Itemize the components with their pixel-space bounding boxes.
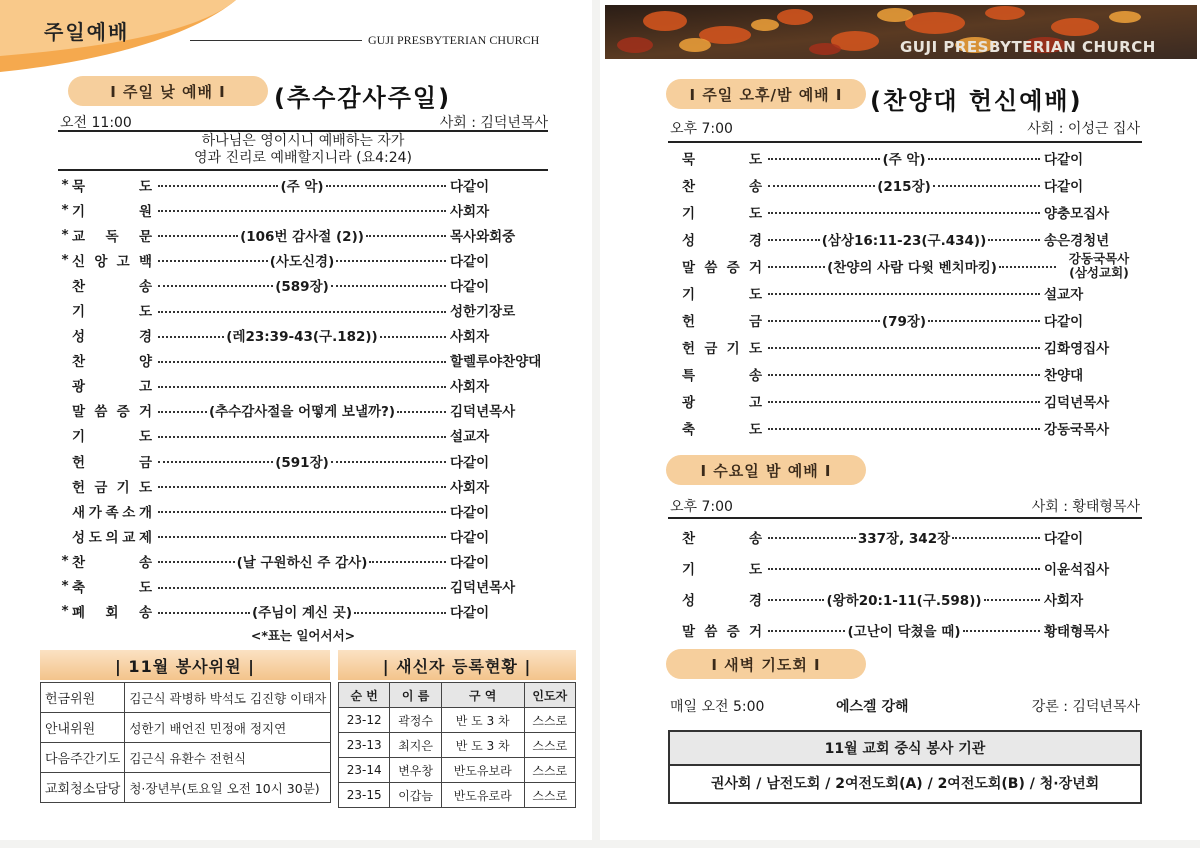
dots (768, 239, 820, 241)
item-name: 성 경 (682, 592, 762, 609)
item-name: 축 도 (72, 580, 152, 597)
item-detail: (79장) (881, 313, 927, 330)
item-person: 이윤석집사 (1044, 561, 1110, 578)
item-name: 광 고 (72, 379, 152, 396)
morning-time: 오전 11:00 (60, 115, 132, 131)
morning-order-item (58, 348, 548, 373)
wednesday-order-item (668, 552, 1142, 583)
registration-header-cell: 순 번 (339, 683, 390, 708)
dots (768, 537, 856, 539)
dots (326, 185, 446, 187)
evening-meta (670, 118, 1140, 138)
dots (158, 612, 250, 614)
right-page (600, 0, 1200, 840)
dots (768, 158, 880, 160)
evening-order-item (668, 279, 1142, 306)
evening-rule (668, 141, 1142, 143)
dots (158, 411, 207, 413)
dots (768, 212, 1040, 214)
evening-order-item (668, 144, 1142, 171)
item-name: 새 가 족 소 개 (72, 504, 152, 521)
registration-cell: 이갑늠 (390, 783, 441, 808)
item-person: 사회자 (450, 203, 490, 220)
morning-order-item (58, 574, 548, 599)
item-name: 헌 금 기 도 (72, 479, 152, 496)
morning-order-item (58, 548, 548, 573)
leader (768, 371, 1040, 376)
committee-names: 김근식 유환수 전헌식 (125, 743, 331, 773)
committee-row (41, 743, 331, 773)
dots (768, 428, 1040, 430)
stand-mark: * (61, 226, 69, 243)
registration-cell: 곽정수 (390, 708, 441, 733)
registration-row (339, 708, 576, 733)
wednesday-order-item (668, 521, 1142, 552)
item-person: 다같이 (1044, 151, 1084, 168)
item-person (1056, 252, 1142, 280)
wednesday-order-list (668, 521, 1142, 645)
item-name: 찬 송 (682, 530, 762, 547)
wednesday-service-pill: I 수요일 밤 예배 I (666, 455, 866, 485)
item-name: 말 씀 증 거 (72, 404, 152, 421)
item-detail: (삼상16:11-23(구.434)) (821, 232, 987, 249)
item-person: 김덕년목사 (450, 404, 516, 421)
morning-order-item (58, 523, 548, 548)
item-person: 다같이 (450, 178, 490, 195)
item-name: 묵 도 (72, 178, 152, 195)
item-name: 말 씀 증 거 (682, 259, 762, 276)
verse-line-2: 영과 진리로 예배할지니라 (요4:24) (193, 150, 412, 166)
item-name: 신 앙 고 백 (72, 253, 152, 270)
registration-cell: 반 도 3 차 (441, 708, 524, 733)
leader (158, 433, 446, 438)
dots (336, 260, 446, 262)
leader (768, 229, 1040, 249)
dots (158, 486, 446, 488)
evening-order-item (668, 252, 1142, 279)
item-name: 성 경 (72, 329, 152, 346)
registration-row (339, 733, 576, 758)
item-name: 찬 송 (72, 554, 152, 571)
item-person: 다같이 (450, 253, 490, 270)
morning-rule-2 (58, 169, 548, 171)
item-name: 성 경 (682, 232, 762, 249)
item-name: 묵 도 (682, 151, 762, 168)
item-name: 찬 양 (72, 354, 152, 371)
leader (158, 358, 446, 363)
item-detail: (고난이 닥쳤을 때) (847, 623, 961, 640)
leader (158, 225, 446, 245)
dots (768, 266, 825, 268)
morning-order-item (58, 373, 548, 398)
registration-cell: 반도유보라 (441, 758, 524, 783)
item-person: 다같이 (1044, 530, 1084, 547)
evening-service-title: (찬양대 헌신예배) (870, 87, 1083, 115)
morning-order-item (58, 323, 548, 348)
dots (158, 361, 446, 363)
registration-cell: 스스로 (524, 783, 575, 808)
evening-time: 오후 7:00 (670, 121, 733, 137)
church-name: GUJI PRESBYTERIAN CHURCH (368, 33, 540, 47)
registration-row (339, 758, 576, 783)
dots (158, 311, 446, 313)
stand-mark: * (61, 552, 69, 569)
committee-row (41, 773, 331, 803)
morning-service-pill: I 주일 낮 예배 I (68, 76, 268, 106)
item-person: 다같이 (450, 504, 490, 521)
registration-header-row (339, 683, 576, 708)
morning-meta (60, 112, 548, 132)
item-detail: 337장, 342장 (857, 530, 951, 547)
item-detail: (추수감사절을 어떻게 보낼까?) (208, 404, 396, 421)
stand-mark: * (61, 201, 69, 218)
leader (768, 620, 1040, 640)
dots (933, 185, 1040, 187)
dots (158, 185, 278, 187)
dots (768, 374, 1040, 376)
evening-host: 사회 : 이성근 집사 (1027, 121, 1140, 137)
dawn-time: 매일 오전 5:00 (670, 699, 765, 715)
item-person: 사회자 (450, 379, 490, 396)
dots (158, 511, 446, 513)
item-detail: (찬양의 사람 다윗 벤치마킹) (827, 259, 997, 276)
item-person: 다같이 (450, 605, 490, 622)
committee-row (41, 713, 331, 743)
leader (158, 207, 446, 212)
item-person: 사회자 (450, 329, 490, 346)
item-name: 헌 금 (682, 313, 762, 330)
item-person: 다같이 (450, 454, 490, 471)
leader (158, 451, 446, 471)
dots (369, 561, 446, 563)
committee-table (40, 682, 331, 803)
dawn-speaker: 강론 : 김덕년목사 (1031, 699, 1140, 715)
item-detail: (591장) (275, 454, 329, 471)
committee-names: 청·장년부(토요일 오전 10시 30분) (125, 773, 331, 803)
leader (768, 344, 1040, 349)
wednesday-rule (668, 517, 1142, 519)
item-detail: (589장) (275, 278, 329, 295)
morning-order-item (58, 272, 548, 297)
leader (158, 584, 446, 589)
dawn-book: 에스겔 강해 (836, 699, 909, 715)
dots (768, 630, 845, 632)
dots (768, 401, 1040, 403)
item-person: 김덕년목사 (450, 580, 516, 597)
item-detail: (106번 감사절 (2)) (240, 228, 364, 245)
stand-mark: * (61, 251, 69, 268)
dots (928, 320, 1040, 322)
evening-order-item (668, 414, 1142, 441)
evening-order-item (668, 360, 1142, 387)
evening-order-item (668, 171, 1142, 198)
committee-names: 성한기 배언진 민정애 정지연 (125, 713, 331, 743)
item-person: 김덕년목사 (1044, 394, 1110, 411)
item-person: 양충모집사 (1044, 205, 1110, 222)
wednesday-order-item (668, 583, 1142, 614)
morning-order-item (58, 423, 548, 448)
focus-groups: 권사회 / 남전도회 / 2여전도회(A) / 2여전도회(B) / 청·장년회 (668, 764, 1142, 804)
dots (952, 537, 1040, 539)
dots (158, 336, 224, 338)
registration-header-cell: 인도자 (524, 683, 575, 708)
committee-role: 교회청소담당 (41, 773, 125, 803)
registration-cell: 최지은 (390, 733, 441, 758)
leader (768, 565, 1040, 570)
header-rule (190, 40, 362, 41)
leader (158, 551, 446, 571)
evening-order-item (668, 333, 1142, 360)
item-person: 다같이 (450, 554, 490, 571)
item-person: 강동국목사 (1044, 421, 1110, 438)
registration-header-cell: 이 름 (390, 683, 441, 708)
item-person: 다같이 (450, 278, 490, 295)
registration-cell: 반도유로라 (441, 783, 524, 808)
leader (158, 250, 446, 270)
evening-service-pill: I 주일 오후/밤 예배 I (666, 79, 866, 109)
item-name: 헌 금 (72, 454, 152, 471)
item-name: 성 도 의 교 제 (72, 529, 152, 546)
focus-title: 11월 교회 중식 봉사 기관 (668, 730, 1142, 766)
item-name: 기 도 (682, 286, 762, 303)
item-person: 목사와회중 (450, 228, 516, 245)
registration-title: | 새신자 등록현황 | (338, 650, 576, 680)
leader (158, 383, 446, 388)
item-person: 할렐루야찬양대 (450, 354, 542, 371)
dots (768, 568, 1040, 570)
dots (354, 612, 446, 614)
item-person: 사회자 (450, 479, 490, 496)
item-person: 송은경청년 (1044, 232, 1110, 249)
dots (988, 239, 1040, 241)
item-name: 찬 송 (682, 178, 762, 195)
morning-order-item (58, 222, 548, 247)
dots (158, 561, 235, 563)
leader (158, 533, 446, 538)
item-name: 기 도 (72, 304, 152, 321)
leader (158, 483, 446, 488)
corner-label: 주일예배 (44, 20, 130, 44)
item-name: 찬 송 (72, 278, 152, 295)
leader (768, 310, 1040, 330)
leader (158, 275, 446, 295)
committee-role: 안내위원 (41, 713, 125, 743)
item-person: 다같이 (450, 529, 490, 546)
item-name: 말 씀 증 거 (682, 623, 762, 640)
morning-order-item (58, 398, 548, 423)
morning-host: 사회 : 김덕년목사 (439, 115, 548, 131)
committee-names: 김근식 곽병하 박석도 김진향 이태자 (125, 683, 331, 713)
morning-order-item (58, 473, 548, 498)
evening-order-item (668, 198, 1142, 225)
dots (768, 320, 880, 322)
registration-cell: 23-14 (339, 758, 390, 783)
dots (768, 347, 1040, 349)
item-person: 다같이 (1044, 178, 1084, 195)
evening-order-item (668, 387, 1142, 414)
dots (331, 461, 446, 463)
dots (984, 599, 1040, 601)
item-name: 기 도 (72, 429, 152, 446)
dots (768, 293, 1040, 295)
item-detail: (주님이 계신 곳) (252, 605, 352, 622)
wednesday-host: 사회 : 황태형목사 (1031, 499, 1140, 515)
item-person: 설교자 (1044, 286, 1084, 303)
registration-cell: 23-15 (339, 783, 390, 808)
leader (768, 589, 1040, 609)
dots (158, 386, 446, 388)
wednesday-meta (670, 496, 1140, 516)
morning-order-item (58, 247, 548, 272)
left-page (0, 0, 592, 840)
evening-order-item (668, 306, 1142, 333)
item-name: 특 송 (682, 367, 762, 384)
leader (158, 400, 446, 420)
dots (158, 260, 268, 262)
item-name: 기 도 (682, 205, 762, 222)
leader (768, 527, 1040, 547)
stand-mark: * (61, 578, 69, 595)
item-name: 축 도 (682, 421, 762, 438)
morning-order-item (58, 498, 548, 523)
item-name: 광 고 (682, 394, 762, 411)
evening-order-list (668, 144, 1142, 441)
registration-table (338, 682, 576, 808)
morning-order-item (58, 172, 548, 197)
morning-order-list (58, 172, 548, 624)
stand-footnote: <*표는 일어서서> (250, 628, 356, 643)
wednesday-time: 오후 7:00 (670, 499, 733, 515)
registration-cell: 스스로 (524, 733, 575, 758)
item-person: 찬양대 (1044, 367, 1084, 384)
dots (999, 266, 1056, 268)
registration-header-cell: 구 역 (441, 683, 524, 708)
leader (768, 148, 1040, 168)
dots (158, 210, 446, 212)
dots (397, 411, 446, 413)
committee-role: 헌금위원 (41, 683, 125, 713)
item-name: 폐 회 송 (72, 605, 152, 622)
committee-row (41, 683, 331, 713)
dots (366, 235, 446, 237)
item-person: 성한기장로 (450, 304, 516, 321)
item-detail: (215장) (877, 178, 931, 195)
item-detail: (왕하20:1-11(구.598)) (826, 592, 982, 609)
item-name: 헌 금 기 도 (682, 340, 762, 357)
item-person-main: 강동국목사 (1068, 250, 1130, 266)
registration-cell: 변우창 (390, 758, 441, 783)
dots (158, 587, 446, 589)
morning-order-item (58, 448, 548, 473)
item-name: 기 원 (72, 203, 152, 220)
verse-line-1: 하나님은 영이시니 예배하는 자가 (201, 133, 405, 149)
dots (380, 336, 446, 338)
leader (158, 508, 446, 513)
dawn-prayer-pill: I 새벽 기도회 I (666, 649, 866, 679)
item-person: 다같이 (1044, 313, 1084, 330)
item-name: 교 독 문 (72, 228, 152, 245)
stand-mark: * (61, 176, 69, 193)
dots (158, 536, 446, 538)
dots (158, 436, 446, 438)
item-detail: (날 구원하신 주 감사) (236, 554, 368, 571)
dots (928, 158, 1040, 160)
item-detail: (사도신경) (269, 253, 335, 270)
morning-order-item (58, 599, 548, 624)
dots (768, 185, 875, 187)
registration-cell: 스스로 (524, 708, 575, 733)
registration-row (339, 783, 576, 808)
morning-service-title: (추수감사주일) (274, 84, 452, 112)
item-detail: (레23:39-43(구.182)) (226, 329, 378, 346)
leader (768, 425, 1040, 430)
committee-role: 다음주간기도 (41, 743, 125, 773)
item-person: 황태형목사 (1044, 623, 1110, 640)
item-person: 김화영집사 (1044, 340, 1110, 357)
morning-order-item (58, 197, 548, 222)
registration-cell: 23-12 (339, 708, 390, 733)
registration-cell: 반 도 3 차 (441, 733, 524, 758)
morning-order-item (58, 297, 548, 322)
wednesday-order-item (668, 614, 1142, 645)
leader (768, 398, 1040, 403)
morning-rule (58, 130, 548, 132)
item-name: 기 도 (682, 561, 762, 578)
leader (768, 209, 1040, 214)
dots (158, 235, 238, 237)
leader (768, 256, 1056, 276)
leader (158, 601, 446, 621)
item-person: 사회자 (1044, 592, 1084, 609)
dots (963, 630, 1040, 632)
registration-cell: 스스로 (524, 758, 575, 783)
leader (158, 308, 446, 313)
item-person: 설교자 (450, 429, 490, 446)
committee-title: | 11월 봉사위원 | (40, 650, 330, 680)
item-person-sub: (삼성교회) (1069, 264, 1129, 280)
banner-church-name: GUJI PRESBYTERIAN CHURCH (900, 38, 1156, 56)
dots (158, 285, 273, 287)
evening-order-item (668, 225, 1142, 252)
item-detail: (주 악) (882, 151, 926, 168)
dots (331, 285, 446, 287)
registration-cell: 23-13 (339, 733, 390, 758)
leader (768, 175, 1040, 195)
stand-mark: * (61, 603, 69, 620)
leader (158, 325, 446, 345)
dots (768, 599, 824, 601)
leader (158, 175, 446, 195)
leader (768, 290, 1040, 295)
verse (58, 133, 548, 167)
item-detail: (주 악) (280, 178, 324, 195)
dots (158, 461, 273, 463)
